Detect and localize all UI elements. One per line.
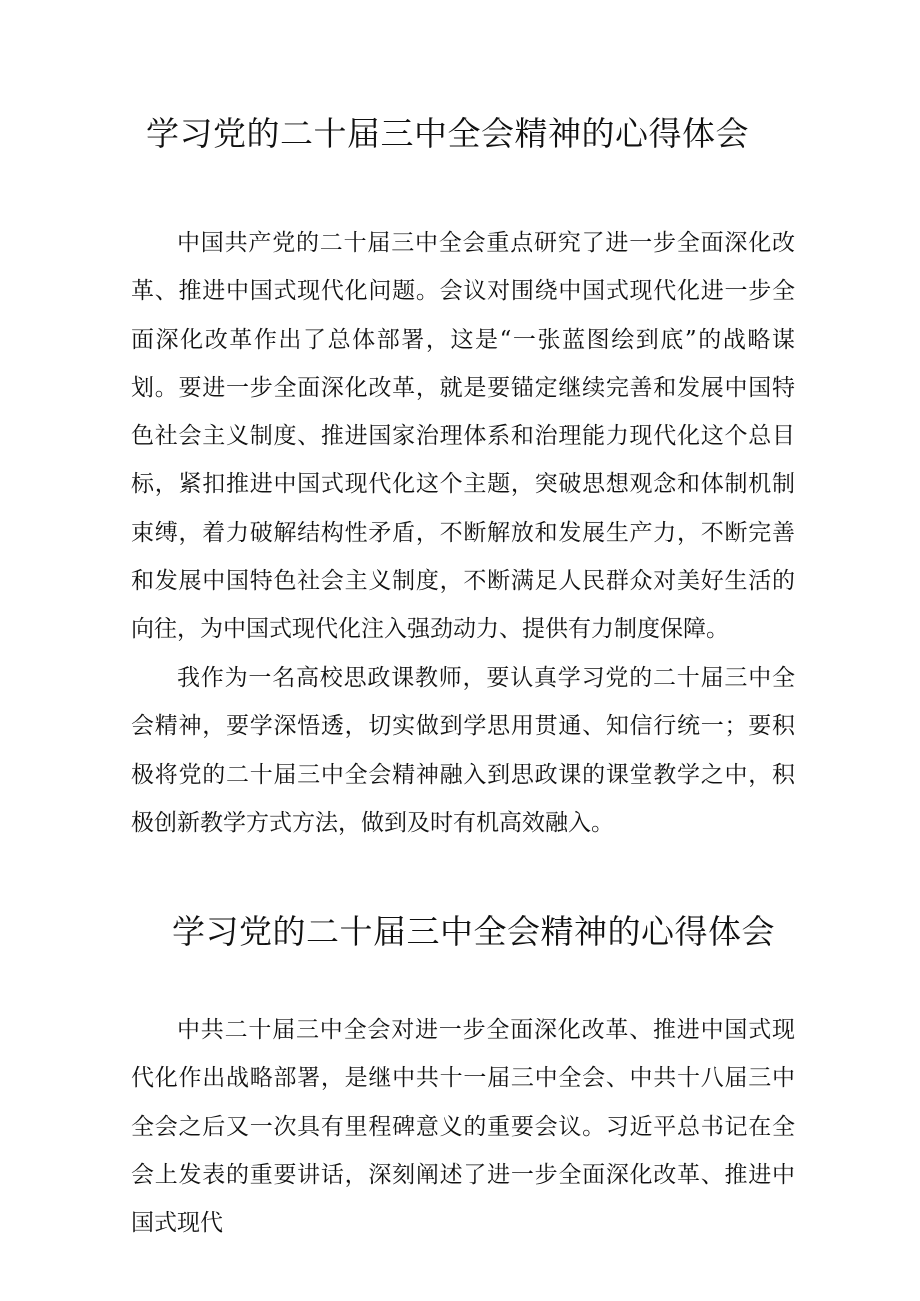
essay-1-paragraph-1: 中国共产党的二十届三中全会重点研究了进一步全面深化改革、推进中国式现代化问题。会议对围绕中国式现代化进一步全面深化改革作出了总体部署，这是“一张蓝图绘到底”的战略谋划。要进一步全面深化改革，就是要锚定继续完善和发展中国特色社会主义制度、推进国家治理体系和治理能力现代化这个总目标，紧扣推进中国式现代化这个主题，突破思想观念和体制机制束缚，着力破解结构性矛盾，不断解放和发展生产力，不断完善和发展中国特色社会主义制度，不断满足人民群众对美好生活的向往，为中国式现代化注入强劲动力、提供有力制度保障。 xyxy=(131,230,795,643)
essay-title-1: 学习党的二十届三中全会精神的心得体会 xyxy=(146,114,749,153)
essay-title-2: 学习党的二十届三中全会精神的心得体会 xyxy=(172,912,775,951)
essay-2-paragraph-1: 中共二十届三中全会对进一步全面深化改革、推进中国式现代化作出战略部署，是继中共十一届三中全会、中共十八届三中全会之后又一次具有里程碑意义的重要会议。习近平总书记在全会上发表的重要讲话，深刻阐述了进一步全面深化改革、推进中国式现代 xyxy=(131,1017,795,1237)
essay-1-paragraph-2: 我作为一名高校思政课教师，要认真学习党的二十届三中全会精神，要学深悟透，切实做到学思用贯通、知信行统一；要积极将党的二十届三中全会精神融入到思政课的课堂教学之中，积极创新教学方式方法，做到及时有机高效融入。 xyxy=(131,665,795,836)
